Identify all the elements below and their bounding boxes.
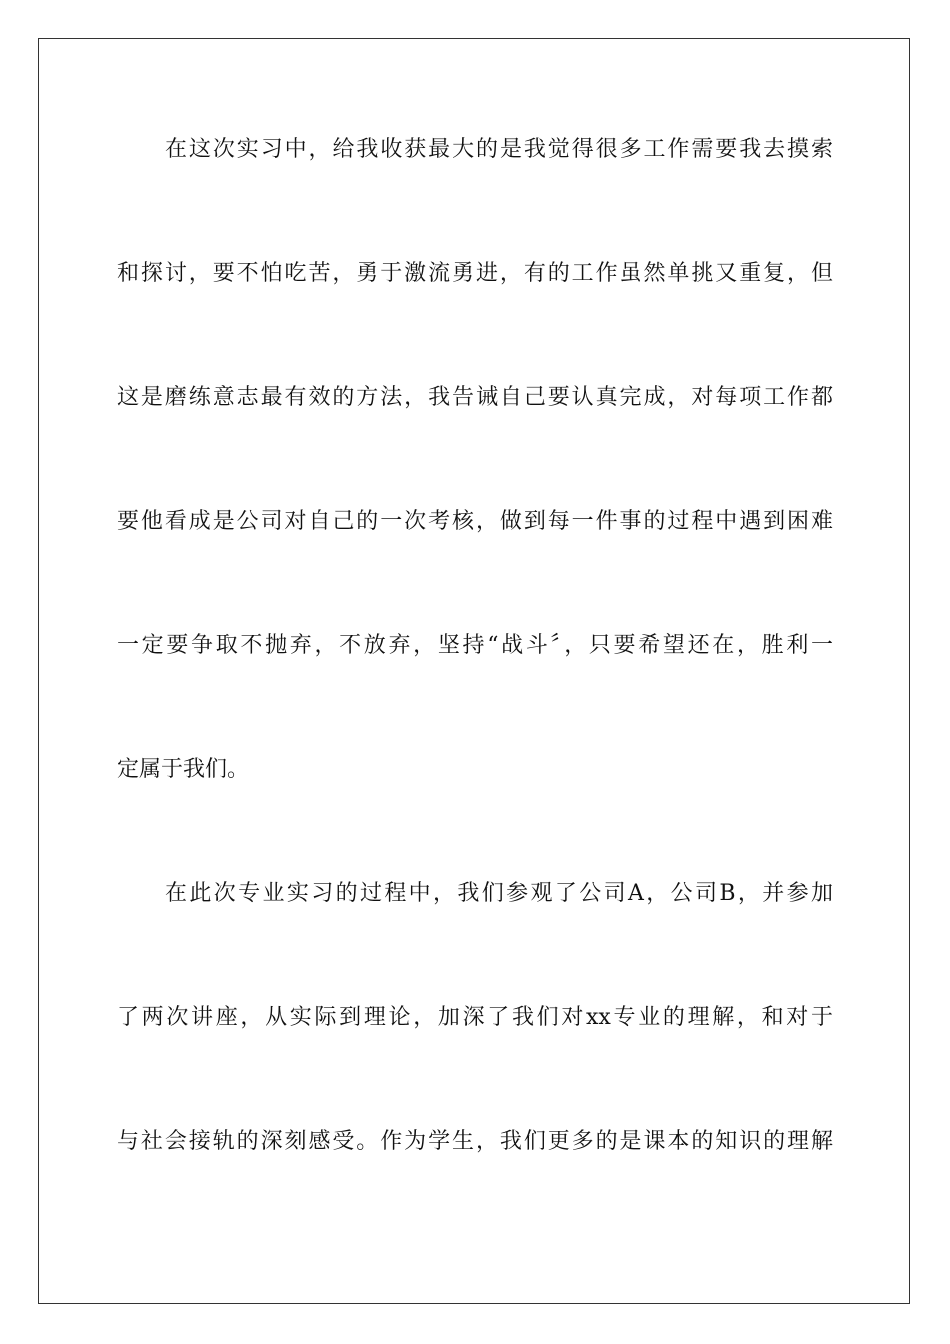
paragraph-2-line-3: 与社会接轨的深刻感受。作为学生，我们更多的是课本的知识的理解 <box>117 1129 833 1154</box>
paragraph-1-line-5: 一定要争取不抛弃，不放弃，坚持“战斗〞，只要希望还在，胜利一 <box>117 633 833 658</box>
page-border <box>38 38 910 1304</box>
paragraph-2-line-2: 了两次讲座，从实际到理论，加深了我们对xx专业的理解，和对于 <box>117 1005 833 1030</box>
paragraph-1-line-4: 要他看成是公司对自己的一次考核，做到每一件事的过程中遇到困难 <box>117 509 833 534</box>
paragraph-1-line-3: 这是磨练意志最有效的方法，我告诫自己要认真完成，对每项工作都 <box>117 385 833 410</box>
paragraph-1-line-2: 和探讨，要不怕吃苦，勇于激流勇进，有的工作虽然单挑又重复，但 <box>117 261 833 286</box>
paragraph-2-line-1: 在此次专业实习的过程中，我们参观了公司A，公司B，并参加 <box>165 881 833 906</box>
paragraph-1-line-1: 在这次实习中，给我收获最大的是我觉得很多工作需要我去摸索 <box>165 137 833 162</box>
paragraph-1-line-6: 定属于我们。 <box>117 757 250 782</box>
